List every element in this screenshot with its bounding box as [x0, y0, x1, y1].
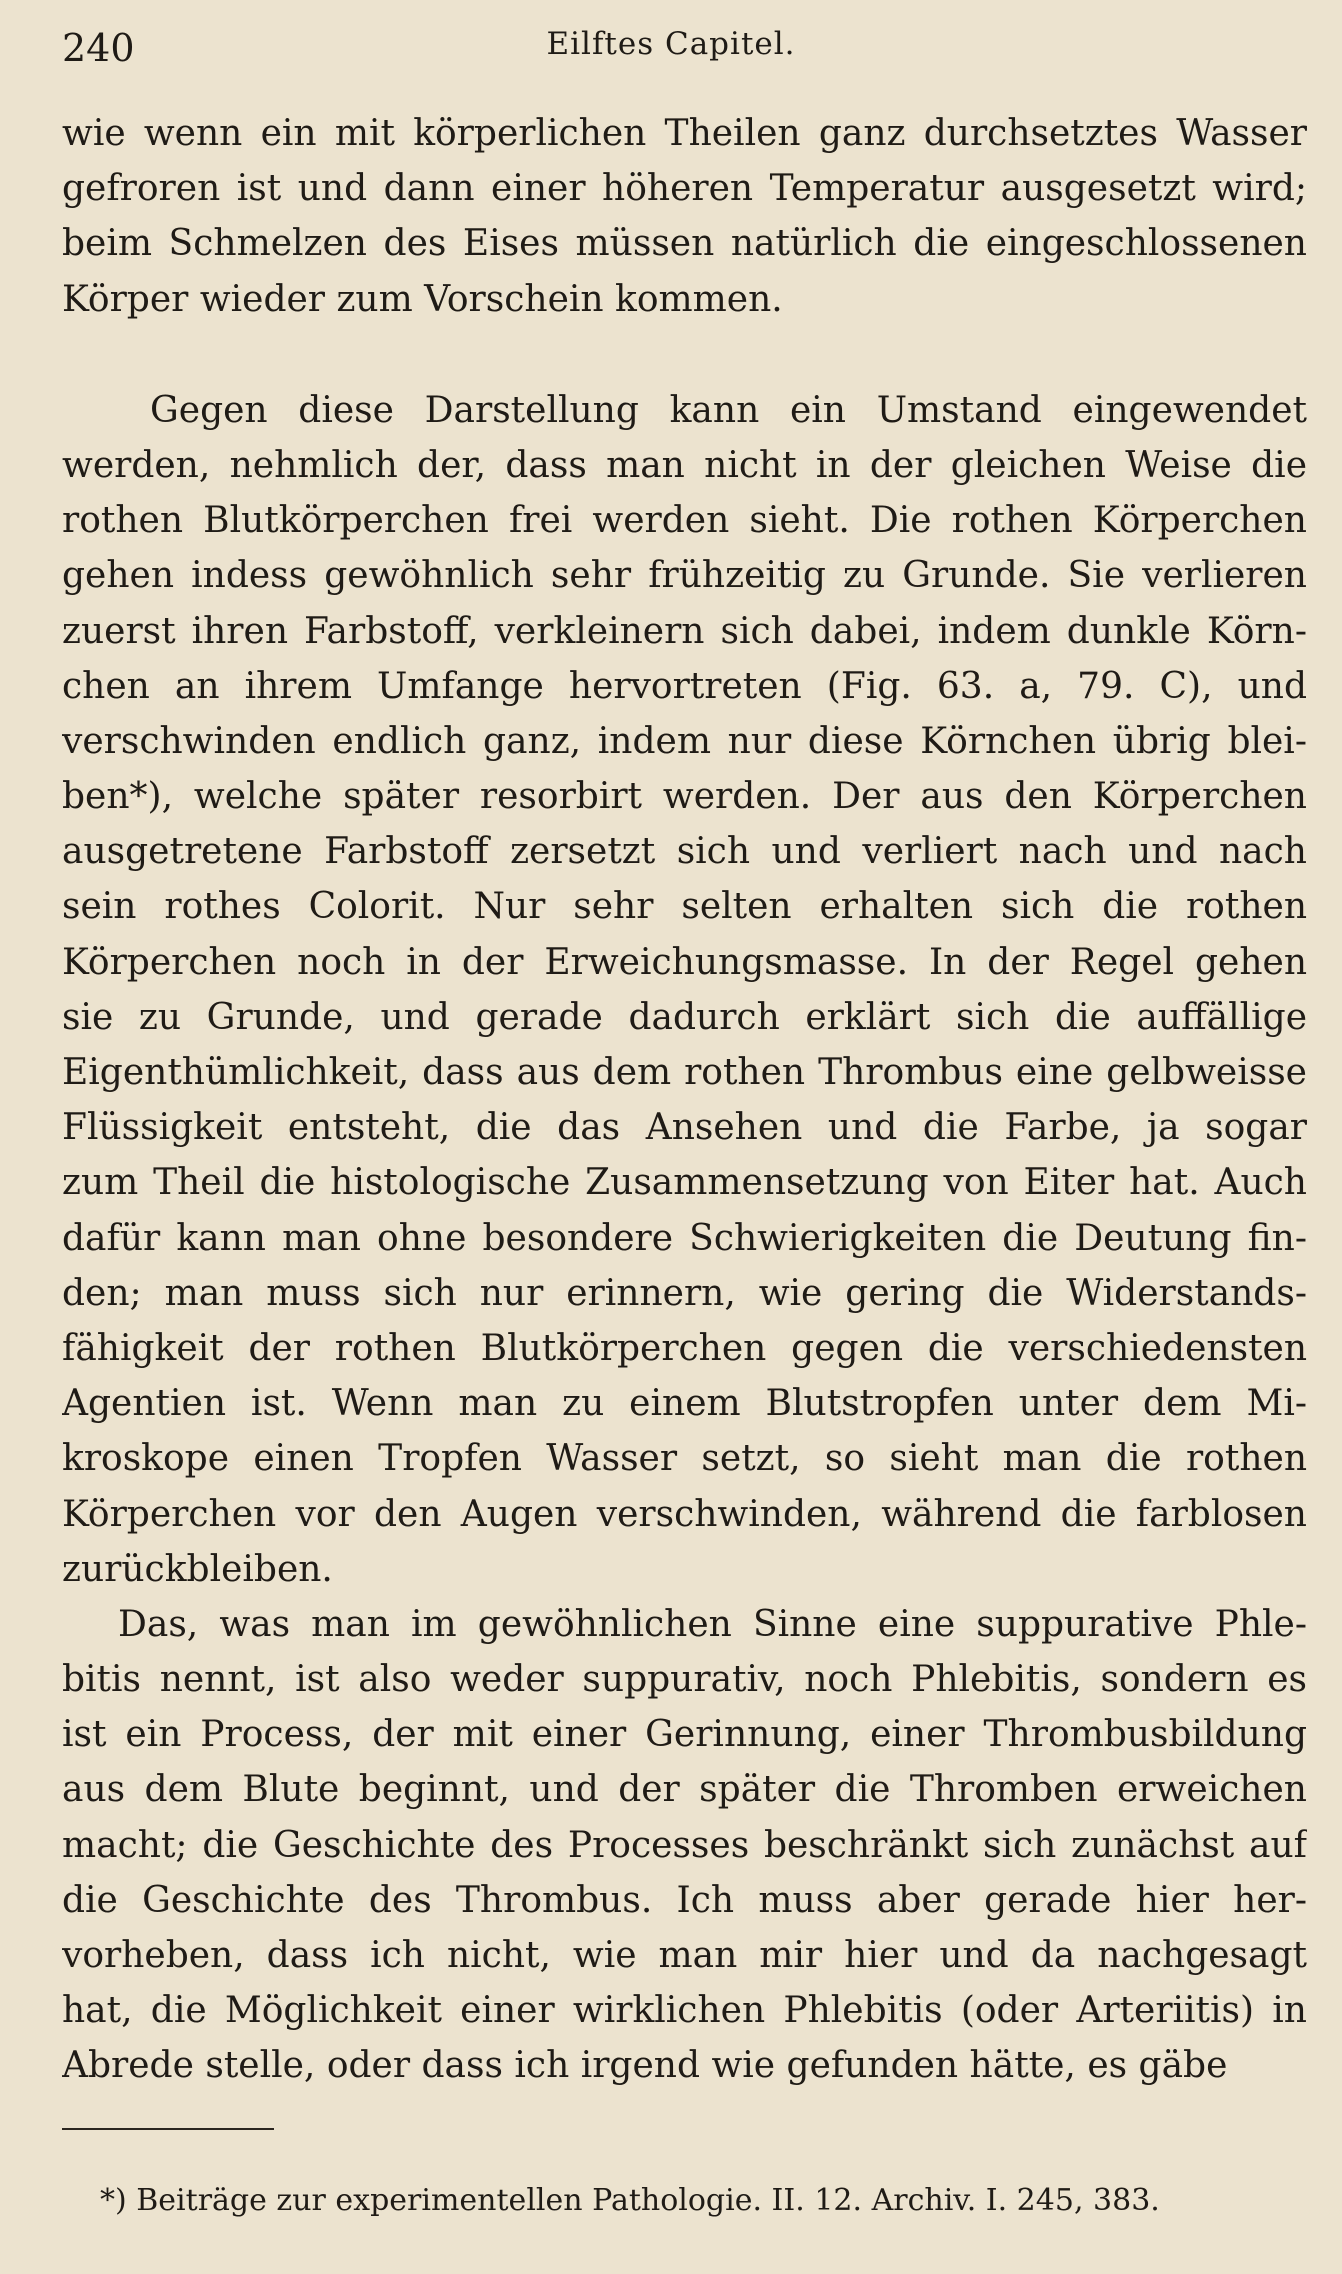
text-line: macht; die Geschichte des Processes beschränkt sich zunächst auf — [62, 1824, 1307, 1866]
page-header — [62, 26, 1280, 76]
text-line: Körperchen noch in der Erweichungsmasse. In der Regel gehen — [62, 941, 1307, 983]
text-line: chen an ihrem Umfange hervortreten (Fig. 63. a, 79. C), und — [62, 665, 1307, 707]
text-line: gehen indess gewöhnlich sehr frühzeitig zu Grunde. Sie verlieren — [62, 555, 1307, 597]
text-line: zuerst ihren Farbstoff, verkleinern sich dabei, indem dunkle Körn- — [62, 610, 1307, 652]
text-line: ist ein Process, der mit einer Gerinnung, einer Thrombusbildung — [62, 1714, 1307, 1756]
paragraph — [62, 106, 1307, 327]
paragraph-gap — [62, 327, 1307, 383]
text-line: Körperchen vor den Augen verschwinden, während die farblosen — [62, 1493, 1307, 1535]
page-number: 240 — [62, 26, 135, 70]
text-line: bitis nennt, ist also weder suppurativ, noch Phlebitis, sondern es — [62, 1659, 1307, 1701]
text-line: Flüssigkeit entsteht, die das Ansehen und die Farbe, ja sogar — [62, 1107, 1307, 1149]
text-line: werden, nehmlich der, dass man nicht in der gleichen Weise die — [62, 444, 1307, 486]
text-line: vorheben, dass ich nicht, wie man mir hier und da nachgesagt — [62, 1935, 1307, 1976]
text-line: Körper wieder zum Vorschein kommen. — [62, 278, 783, 320]
text-line: wie wenn ein mit körperlichen Theilen ganz durchsetztes Wasser — [62, 113, 1307, 154]
footnote-rule — [62, 2128, 274, 2130]
footnote: *) Beiträge zur experimentellen Pathologie. II. 12. Archiv. I. 245, 383. — [100, 2183, 1160, 2218]
text-line: Agentien ist. Wenn man zu einem Blutstropfen unter dem Mi- — [62, 1383, 1307, 1425]
text-line: kroskope einen Tropfen Wasser setzt, so sieht man die rothen — [62, 1438, 1307, 1480]
text-line: sein rothes Colorit. Nur sehr selten erhalten sich die rothen — [62, 886, 1307, 928]
text-line: die Geschichte des Thrombus. Ich muss aber gerade hier her- — [62, 1879, 1307, 1921]
text-line: verschwinden endlich ganz, indem nur diese Körnchen übrig blei- — [62, 720, 1307, 762]
text-line: fähigkeit der rothen Blutkörperchen gegen die verschiedensten — [62, 1327, 1307, 1369]
text-line: ausgetretene Farbstoff zersetzt sich und verliert nach und nach — [62, 831, 1307, 873]
paragraph — [62, 1597, 1307, 2094]
text-line: Gegen diese Darstellung kann ein Umstand eingewendet — [150, 389, 1307, 431]
running-title: Eilftes Capitel. — [546, 26, 796, 62]
text-line: sie zu Grunde, und gerade dadurch erklärt sich die auffällige — [62, 996, 1307, 1038]
text-line: rothen Blutkörperchen frei werden sieht. Die rothen Körperchen — [62, 500, 1307, 542]
text-line: Das, was man im gewöhnlichen Sinne eine suppurative Phle- — [118, 1603, 1307, 1645]
text-line: dafür kann man ohne besondere Schwierigkeiten die Deutung fin- — [62, 1217, 1307, 1259]
text-line: zum Theil die histologische Zusammensetzung von Eiter hat. Auch — [62, 1162, 1307, 1204]
body-text — [62, 106, 1307, 2094]
text-line: aus dem Blute beginnt, und der später die Thromben erweichen — [62, 1769, 1307, 1811]
text-line: gefroren ist und dann einer höheren Temperatur ausgesetzt wird; — [62, 168, 1307, 210]
paragraph — [62, 383, 1307, 1597]
text-line: den; man muss sich nur erinnern, wie gering die Widerstands- — [62, 1272, 1307, 1314]
text-line: Eigenthümlichkeit, dass aus dem rothen Thrombus eine gelbweisse — [62, 1052, 1307, 1093]
text-line: zurückbleiben. — [62, 1548, 333, 1590]
text-line: hat, die Möglichkeit einer wirklichen Phlebitis (oder Arteriitis) in — [62, 1990, 1307, 2032]
text-line: Abrede stelle, oder dass ich irgend wie gefunden hätte, es gäbe — [62, 2045, 1228, 2087]
text-line: beim Schmelzen des Eises müssen natürlich die eingeschlossenen — [62, 223, 1307, 265]
text-line: ben*), welche später resorbirt werden. Der aus den Körperchen — [62, 776, 1307, 818]
